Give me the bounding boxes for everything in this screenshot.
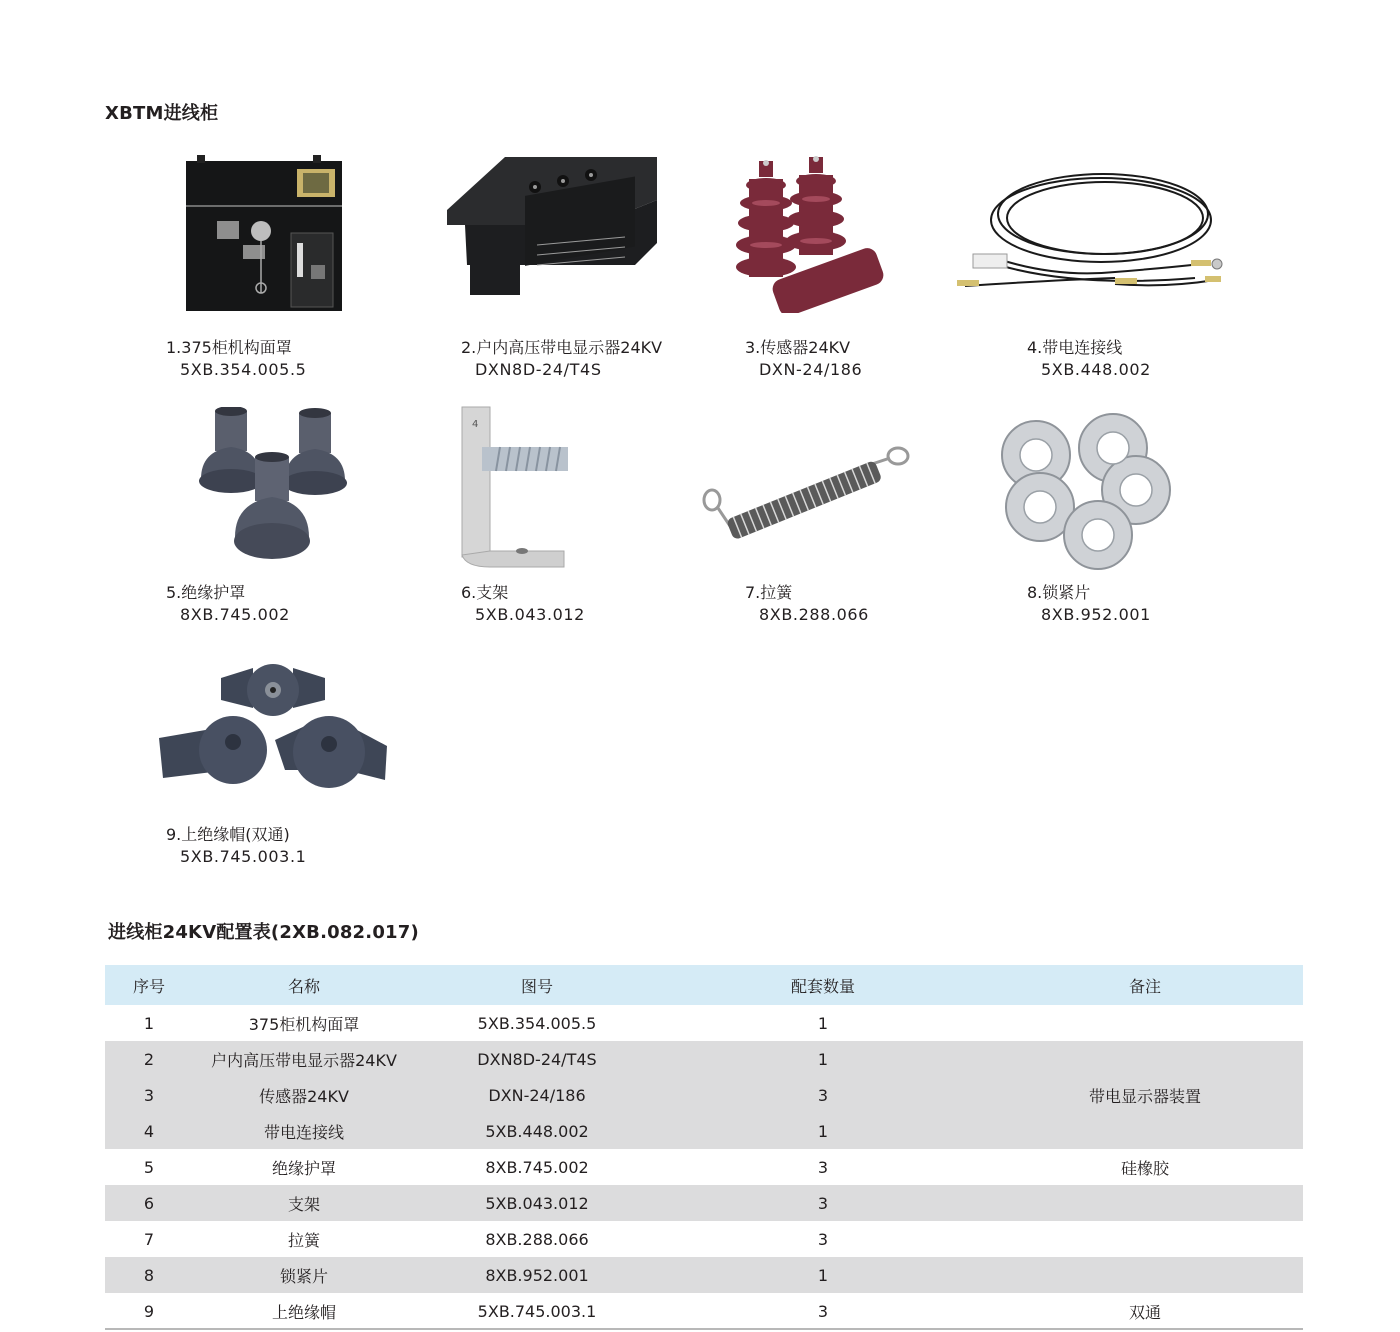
lock-washer-icon (998, 410, 1176, 570)
cell-code: 5XB.745.003.1 (477, 1301, 597, 1321)
panel-cover-icon (183, 153, 345, 313)
cell-name: 带电连接线 (193, 1113, 415, 1149)
cell-name: 支架 (193, 1185, 415, 1221)
part-4-code: 5XB.448.002 (1041, 360, 1151, 379)
table-row (105, 1293, 1303, 1329)
cell-qty: 1 (659, 1113, 987, 1149)
insulating-cap-icon (157, 660, 389, 800)
cell-qty: 3 (659, 1077, 987, 1113)
section-title: XBTM进线柜 (105, 103, 219, 124)
table-row (105, 1257, 1303, 1293)
part-7-code: 8XB.288.066 (759, 605, 869, 624)
cell-name: 绝缘护罩 (271, 1158, 336, 1178)
part-6-name: 6.支架 (461, 583, 509, 602)
svg-text:4: 4 (472, 419, 479, 430)
cell-remark (987, 1257, 1303, 1293)
header-remark: 备注 (987, 965, 1303, 1005)
cell-name: 户内高压带电显示器24KV (193, 1041, 415, 1077)
header-name: 名称 (193, 965, 415, 1005)
cell-qty: 1 (659, 1041, 987, 1077)
insulating-cover-icon (195, 407, 355, 567)
table-bottom-rule (105, 1328, 1303, 1330)
cell-name: 拉簧 (287, 1230, 320, 1250)
table-row (105, 1005, 1303, 1041)
cell-no: 7 (143, 1229, 155, 1249)
cell-qty: 3 (817, 1229, 829, 1249)
cell-no: 9 (143, 1301, 155, 1321)
cell-no: 6 (105, 1185, 193, 1221)
part-6-code: 5XB.043.012 (475, 605, 585, 624)
cell-code: 8XB.288.066 (485, 1229, 589, 1249)
part-2-code: DXN8D-24/T4S (475, 360, 602, 379)
table-row (105, 1041, 1303, 1077)
part-1-code: 5XB.354.005.5 (180, 360, 307, 379)
cell-no: 4 (105, 1113, 193, 1149)
table-header-row (105, 965, 1303, 1005)
config-table (105, 965, 1303, 1329)
part-8-name: 8.锁紧片 (1027, 583, 1091, 602)
part-5-name: 5.绝缘护罩 (166, 583, 246, 602)
table-row (105, 1221, 1303, 1257)
part-2-name: 2.户内高压带电显示器24KV (461, 338, 663, 357)
table-row (105, 1185, 1303, 1221)
voltage-display-icon (445, 155, 660, 300)
table-row (105, 1149, 1303, 1185)
cell-code: 8XB.952.001 (415, 1257, 659, 1293)
cell-no: 8 (105, 1257, 193, 1293)
cell-remark (987, 1221, 1303, 1257)
part-8-code: 8XB.952.001 (1041, 605, 1151, 624)
cable-icon (955, 168, 1227, 298)
cell-qty: 3 (817, 1301, 829, 1321)
part-3-code: DXN-24/186 (759, 360, 863, 379)
header-qty: 配套数量 (659, 965, 987, 1005)
table-title: 进线柜24KV配置表(2XB.082.017) (108, 922, 419, 943)
part-5-code: 8XB.745.002 (180, 605, 290, 624)
part-4-name: 4.带电连接线 (1027, 338, 1123, 357)
cell-remark-display-group: 带电显示器装置 (987, 1041, 1303, 1149)
header-no: 序号 (105, 965, 193, 1005)
part-3-name: 3.传感器24KV (745, 338, 851, 357)
cell-name: 375柜机构面罩 (248, 1014, 360, 1034)
spring-icon (702, 440, 910, 548)
cell-no: 1 (143, 1013, 155, 1033)
cell-remark (987, 1005, 1303, 1041)
cell-qty: 3 (659, 1185, 987, 1221)
cell-remark: 双通 (1128, 1302, 1161, 1322)
part-9-code: 5XB.745.003.1 (180, 847, 307, 866)
cell-name: 上绝缘帽 (271, 1302, 336, 1322)
cell-name: 锁紧片 (193, 1257, 415, 1293)
cell-code: DXN-24/186 (415, 1077, 659, 1113)
cell-code: 5XB.354.005.5 (477, 1013, 597, 1033)
cell-no: 2 (105, 1041, 193, 1077)
cell-qty: 3 (817, 1157, 829, 1177)
header-code: 图号 (415, 965, 659, 1005)
part-7-name: 7.拉簧 (745, 583, 793, 602)
part-1-name: 1.375柜机构面罩 (166, 338, 292, 357)
cell-code: 8XB.745.002 (485, 1157, 589, 1177)
part-9-name: 9.上绝缘帽(双通) (166, 825, 290, 844)
cell-name: 传感器24KV (193, 1077, 415, 1113)
sensor-insulator-icon (733, 155, 893, 313)
cell-remark: 硅橡胶 (1120, 1158, 1169, 1178)
cell-remark (987, 1185, 1303, 1221)
cell-no: 5 (143, 1157, 155, 1177)
cell-code: 5XB.448.002 (415, 1113, 659, 1149)
cell-no: 3 (105, 1077, 193, 1113)
cell-code: 5XB.043.012 (415, 1185, 659, 1221)
cell-qty: 1 (817, 1013, 829, 1033)
cell-code: DXN8D-24/T4S (415, 1041, 659, 1077)
bracket-icon (460, 405, 572, 573)
cell-qty: 1 (659, 1257, 987, 1293)
